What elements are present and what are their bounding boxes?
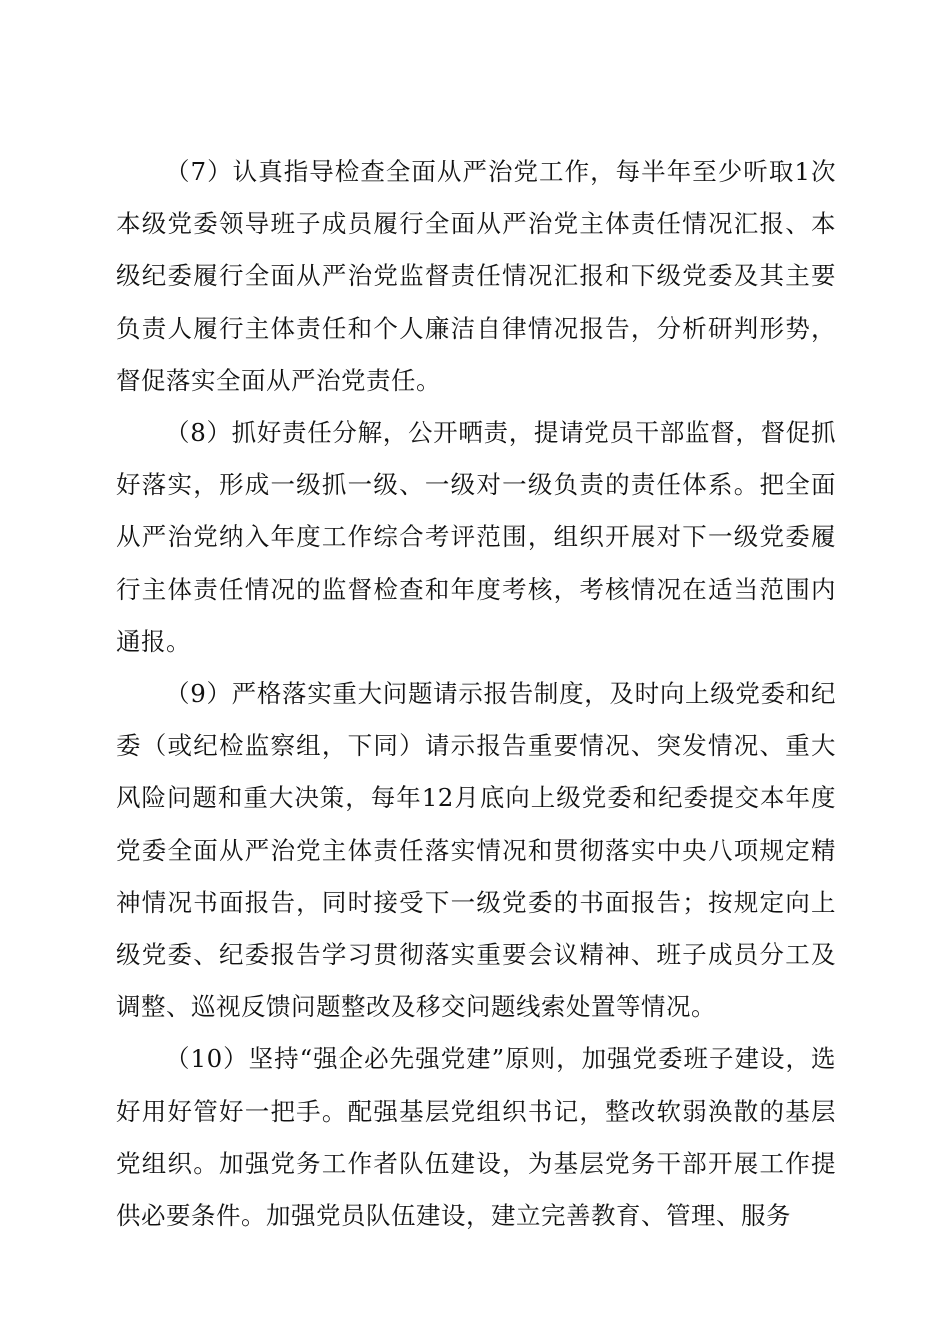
paragraph-9: （9）严格落实重大问题请示报告制度，及时向上级党委和纪委（或纪检监察组，下同）请示报告重要情况、突发情况、重大风险问题和重大决策，每年12月底向上级党委和纪委提交本年度党委全面从严治党主体责任落实情况和贯彻落实中央八项规定精神情况书面报告，同时接受下一级党委的书面报告；按规定向上级党委、纪委报告学习贯彻落实重要会议精神、班子成员分工及调整、巡视反馈问题整改及移交问题线索处置等情况。 [116, 679, 836, 1022]
paragraph-7: （7）认真指导检查全面从严治党工作，每半年至少听取1次本级党委领导班子成员履行全面从严治党主体责任情况汇报、本级纪委履行全面从严治党监督责任情况汇报和下级党委及其主要负责人履行主体责任和个人廉洁自律情况报告，分析研判形势，督促落实全面从严治党责任。 [116, 157, 836, 395]
paragraph-8: （8）抓好责任分解，公开晒责，提请党员干部监督，督促抓好落实，形成一级抓一级、一级对一级负责的责任体系。把全面从严治党纳入年度工作综合考评范围，组织开展对下一级党委履行主体责任情况的监督检查和年度考核，考核情况在适当范围内通报。 [116, 418, 836, 656]
document-body [116, 146, 836, 1242]
paragraph-10: （10）坚持“强企必先强党建”原则，加强党委班子建设，选好用好管好一把手。配强基层党组织书记，整改软弱涣散的基层党组织。加强党务工作者队伍建设，为基层党务干部开展工作提供必要条件。加强党员队伍建设，建立完善教育、管理、服务 [116, 1044, 836, 1231]
